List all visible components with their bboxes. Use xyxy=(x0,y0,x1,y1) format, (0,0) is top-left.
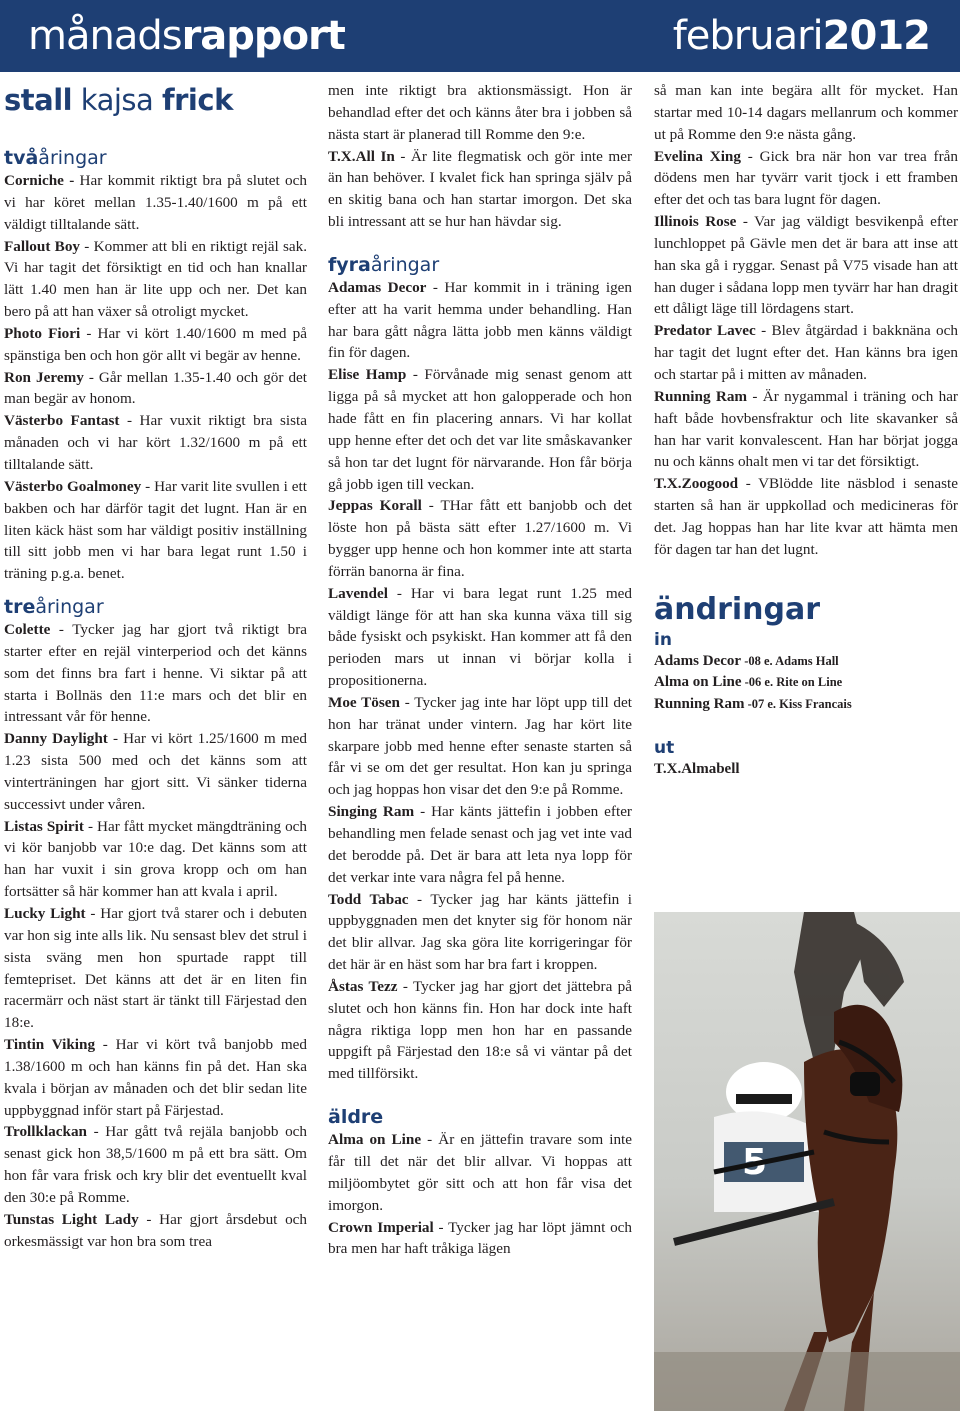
horse-entry xyxy=(654,320,958,386)
horse-comment: - Har varit lite svullen i ett bakben och har därför tagit det lugnt. Han är en liten käck häst som har väldigt positiv inställning till sitt jobb men vi har bara legat runt 1.50 i träning p.g.a. benet. xyxy=(4,477,307,583)
horse-entry xyxy=(4,619,307,728)
horse-comment: - Har vi bara legat runt 1.25 med väldigt länge för att han ska kunna växa till sig både fysiskt och psykiskt. Han kommer att få den perioden mars ut innan vi börjar kolla i propositionerna. xyxy=(328,584,632,690)
horse-comment: - Har kommit in i träning igen efter att ha varit hemma under behandling. Han har bara gått några lätta jobb men känns väldigt fin för dagen. xyxy=(328,278,632,362)
horse-name: Västerbo Goalmoney xyxy=(4,477,142,495)
horse-name: Trollklackan xyxy=(4,1123,87,1141)
horse-entry xyxy=(4,1034,307,1121)
horse-entry xyxy=(4,170,307,236)
horse-comment: - Har vi kört två banjobb med 1.38/1600 m och han känns fin på det. Han ska kvala i början av månaden och det blir sedan lite uppbyggnad inför start på Färjestad. xyxy=(4,1036,307,1119)
horse-name: Todd Tabac xyxy=(328,890,409,908)
horse-entry xyxy=(328,889,632,976)
horse-name: T.X.All In xyxy=(328,147,395,165)
horse-entry xyxy=(328,1217,632,1261)
change-detail: -06 e. Rite on Line xyxy=(741,675,843,690)
horse-name: Alma on Line xyxy=(654,674,742,691)
stall-word: stall xyxy=(4,83,73,117)
horse-comment: - Har fått mycket mängdträning och vi kör banjobb var 10:e dag. Det känns som att han har vuxit i sin grova kropp och om han fortsätter så här kommer han att kvala i april. xyxy=(4,817,307,901)
section-heading-trearingar xyxy=(4,595,307,619)
horse-comment: - Tycker jag har löpt jämnt och bra men har haft tråkiga lägen xyxy=(328,1218,632,1258)
horse-entry xyxy=(4,367,307,411)
horse-entry xyxy=(328,277,632,364)
horse-name: Lucky Light xyxy=(4,905,86,922)
horse-entry xyxy=(4,236,307,323)
heading-heavy: tre xyxy=(4,596,36,619)
horse-comment-continued: men inte riktigt bra aktionsmässigt. Hon är behandlad efter det och känns åter bra i jobben så nästa start är planerad till Romme den 9:e. xyxy=(328,82,632,143)
horse-name: Crown Imperial xyxy=(328,1218,434,1236)
horse-name: T.X.Zoogood xyxy=(654,475,739,493)
photo-illustration xyxy=(654,912,960,1411)
horse-entry xyxy=(4,816,307,903)
horse-name: Listas Spirit xyxy=(4,817,84,835)
horse-comment: - Har vi kört 1.40/1600 m med på spänstiga ben och hon gör allt vi begär av henne. xyxy=(4,324,307,364)
horse-entry xyxy=(4,1209,307,1253)
stall-firstname: kajsa xyxy=(80,83,154,117)
horse-entry xyxy=(4,476,307,585)
horse-comment: - Är nygammal i träning och har haft både hovbensfraktur och lite skavanker så han har varit konvalescent. Han har börjat jogga nu och känns ohalt men vi tar det försiktigt. xyxy=(654,387,958,471)
horse-name: Danny Daylight xyxy=(4,730,108,748)
horse-name: Jeppas Korall xyxy=(328,497,422,515)
horse-name: Lavendel xyxy=(328,584,388,602)
horse-name: Adamas Decor xyxy=(328,278,427,296)
header-banner xyxy=(0,0,960,72)
horse-entry xyxy=(328,801,632,888)
horse-entry xyxy=(328,692,632,801)
issue-year: 2012 xyxy=(822,13,930,59)
change-detail: -07 e. Kiss Francais xyxy=(744,696,852,711)
horse-entry xyxy=(654,146,958,212)
horse-comment: - VBlödde lite näsblod i senaste starten så han är uppkollad och medicineras för det. Jag hoppas han har lite kvar att hämta men för dagen tar han det lugnt. xyxy=(654,475,958,558)
horse-comment: - Tycker jag har gjort det jättebra på slutet och hon känns fin. Hon har dock inte haft några riktiga lopp men hon har en passande uppgift på Färjestad den 18:e så vi väntar på det med tillförsikt. xyxy=(328,977,632,1083)
horse-name: Ron Jeremy xyxy=(4,368,84,386)
horse-comment: - Förvånade mig senast genom att ligga på så mycket att hon galopperade och hon hade fått en fin placering annars. Vi har kollat upp henne efter det och det var lite småskavanker så hon tar det lugnt för närvarande. Hon får börja gå jobb igen till veckan. xyxy=(328,366,632,493)
heading-heavy: fyra xyxy=(328,253,371,276)
horse-comment: - Går mellan 1.35-1.40 och gör det man begär av honom. xyxy=(4,368,308,408)
horse-name: Singing Ram xyxy=(328,803,415,821)
change-out-item xyxy=(654,759,958,781)
column-3 xyxy=(654,80,958,781)
horse-comment: - Tycker jag har känts jättefin i uppbyggnaden men det knyter sig för honom när det blir allvar. Jag ska göra lite korrigeringar för det här är en häst som har bra fart i kroppen. xyxy=(328,890,632,974)
issue-month: februari xyxy=(672,13,823,59)
changes-in-heading: in xyxy=(654,629,672,650)
horse-comment: - Har känts jättefin i jobben efter behandling men felade senast och jag vet inte vad det berodde på. Det är bara att leta nya lopp för det verkar inte vara några fel på henne. xyxy=(328,803,632,886)
svg-text:5: 5 xyxy=(742,1142,768,1183)
section-heading-andringar: ändringar xyxy=(654,591,821,627)
horse-name: Evelina Xing xyxy=(654,147,741,165)
horse-comment: - Har gjort två starer och i debuten var hon sig inte alls lik. Nu sensast blev det strul i sista sväng men hon spurtade rappt till femtepriset. Det känns att det är en liten fin racermärr och näst start är tänkt till Färjestad den 18:e. xyxy=(4,905,307,1032)
horse-comment: - Tycker jag har gjort två riktigt bra starter efter en rejäl vinterperiod och det känns som det finns bra fart i henne. Vi siktar på att starta i Bollnäs den 11:e mars och det blir en intressant vår för henne. xyxy=(4,621,307,726)
horse-entry xyxy=(654,211,958,320)
heading-light: åringar xyxy=(38,147,107,169)
title-light: månads xyxy=(28,13,182,59)
column-1 xyxy=(4,80,307,1253)
section-title xyxy=(28,8,345,64)
horse-entry xyxy=(328,495,632,582)
horse-name: Moe Tösen xyxy=(328,693,400,711)
horse-name: Västerbo Fantast xyxy=(4,412,120,430)
section-heading-tvaaringar xyxy=(4,146,307,170)
horse-name: Tintin Viking xyxy=(4,1036,96,1054)
horse-comment: - Är lite flegmatisk och gör inte mer än han behöver. I kvalet fick han springa själv på en skitig bana och han startar imorgon. Det ska bli intressant att se hur han hävdar sig. xyxy=(328,147,633,231)
horse-comment: - Kommer att bli en riktigt rejäl sak. Vi har tagit det försiktigt en tid och han knallar lätt 1.40 men han är lite upp och ner. Det kan bero på att han växer så otroligt mycket. xyxy=(4,237,307,321)
horse-entry xyxy=(654,386,958,473)
horse-name: Adams Decor xyxy=(654,652,742,669)
change-in-item xyxy=(654,694,958,716)
column-2 xyxy=(328,80,632,1260)
horse-entry xyxy=(4,410,307,476)
heading-light: åringar xyxy=(35,596,104,619)
horse-comment: - Var jag väldigt besvikenpå efter lunchloppet på Gävle men det är bara att inse att han ska gå i ryggar. Senast på V75 visade han att han duger i sådana lopp men tyvärr har han dragit ett dåligt läge till lördagens start. xyxy=(654,213,959,318)
change-in-item xyxy=(654,651,958,673)
horse-entry xyxy=(4,1121,307,1208)
horse-name: Photo Fiori xyxy=(4,324,81,342)
issue-date xyxy=(673,8,930,64)
horse-name: Colette xyxy=(4,621,51,639)
horse-entry xyxy=(654,473,958,560)
horse-name: T.X.Almabell xyxy=(654,761,740,778)
horse-comment: - Tycker jag inte har löpt upp till det hon har tränat under vintern. Jag har kört lite skarpare jobb med henne efter senaste starten så får vi se om det ger resultat. Hon kan ju springa och jag hoppas hon visar det den 9:e på Romme. xyxy=(328,693,632,799)
horse-entry xyxy=(4,903,307,1034)
horse-name: Illinois Rose xyxy=(654,213,737,231)
heading-heavy: två xyxy=(4,147,39,169)
horse-comment: - THar fått ett banjobb och det löste hon på bästa sätt efter 1.27/1600 m. Vi bygger upp henne och hon kommer inte att starta förrän banorna är fina. xyxy=(328,497,632,580)
harness-racing-photo xyxy=(654,912,960,1411)
horse-comment: - Har gått två rejäla banjobb och senast gick hon 38,5/1600 m på ett bra sätt. Om hon får vara frisk och kry blir det eventuellt kval den 30:e på Romme. xyxy=(4,1123,307,1206)
horse-comment: - Gick bra när hon var trea från dödens men har tyvärr varit tjock i ett framben efter det och tas bara lugnt för dagen. xyxy=(654,147,958,209)
change-detail: -08 e. Adams Hall xyxy=(741,653,839,668)
horse-comment-continued: så man kan inte begära allt för mycket. Han startar med 10-14 dagars mellanrum och kommer ut på Romme den 9:e nästa gång. xyxy=(654,82,958,143)
horse-comment: - Har gjort årsdebut och orkesmässigt var hon bra som trea xyxy=(4,1210,308,1250)
heading-heavy: äldre xyxy=(328,1106,384,1129)
changes-box xyxy=(654,591,958,781)
stall-title xyxy=(4,82,307,118)
horse-name: Elise Hamp xyxy=(328,366,407,384)
horse-name: Fallout Boy xyxy=(4,237,81,255)
horse-entry xyxy=(4,728,307,815)
horse-entry xyxy=(328,583,632,692)
section-heading-fyraaringar xyxy=(328,253,632,277)
horse-name: Tunstas Light Lady xyxy=(4,1210,139,1228)
stall-lastname: frick xyxy=(162,83,233,117)
changes-out-heading: ut xyxy=(654,738,675,759)
horse-name: Alma on Line xyxy=(328,1131,422,1149)
horse-entry xyxy=(328,146,632,233)
horse-name: Predator Lavec xyxy=(654,322,756,340)
horse-name: Running Ram xyxy=(654,387,748,405)
horse-comment: - Har vuxit riktigt bra sista månaden och vi har kört 1.32/1600 m på ett tilltalande sätt. xyxy=(4,412,307,473)
horse-name: Corniche - xyxy=(4,172,75,189)
horse-comment: - Har vi kört 1.25/1600 m med 1.23 sista 500 med och det känns som att vinterträningen har gjort sitt. Vi sänker tiderna successivt under våren. xyxy=(4,730,307,813)
horse-entry xyxy=(328,976,632,1085)
horse-entry xyxy=(4,323,307,367)
heading-light: åringar xyxy=(370,253,440,276)
horse-comment: - Är en jättefin travare som inte får till det när det blir allvar. Vi hoppas att miljöombytet gör sitt och att hon får visa det imorgon. xyxy=(328,1131,633,1214)
section-heading-aldre xyxy=(328,1105,632,1129)
horse-comment: Har kommit riktigt bra på slutet och vi har köret mellan 1.35-1.40/1600 m på ett väldigt tilltalande sätt. xyxy=(4,172,307,233)
horse-entry xyxy=(328,364,632,495)
horse-name: Running Ram xyxy=(654,695,745,712)
horse-entry xyxy=(328,1129,632,1216)
title-heavy: rapport xyxy=(181,13,345,59)
change-in-item xyxy=(654,672,958,694)
horse-name: Åstas Tezz xyxy=(328,977,398,995)
horse-comment: - Blev åtgärdad i bakknäna och har tagit det lugnt efter det. Han känns bra igen och startar på i mitten av månaden. xyxy=(654,322,958,383)
